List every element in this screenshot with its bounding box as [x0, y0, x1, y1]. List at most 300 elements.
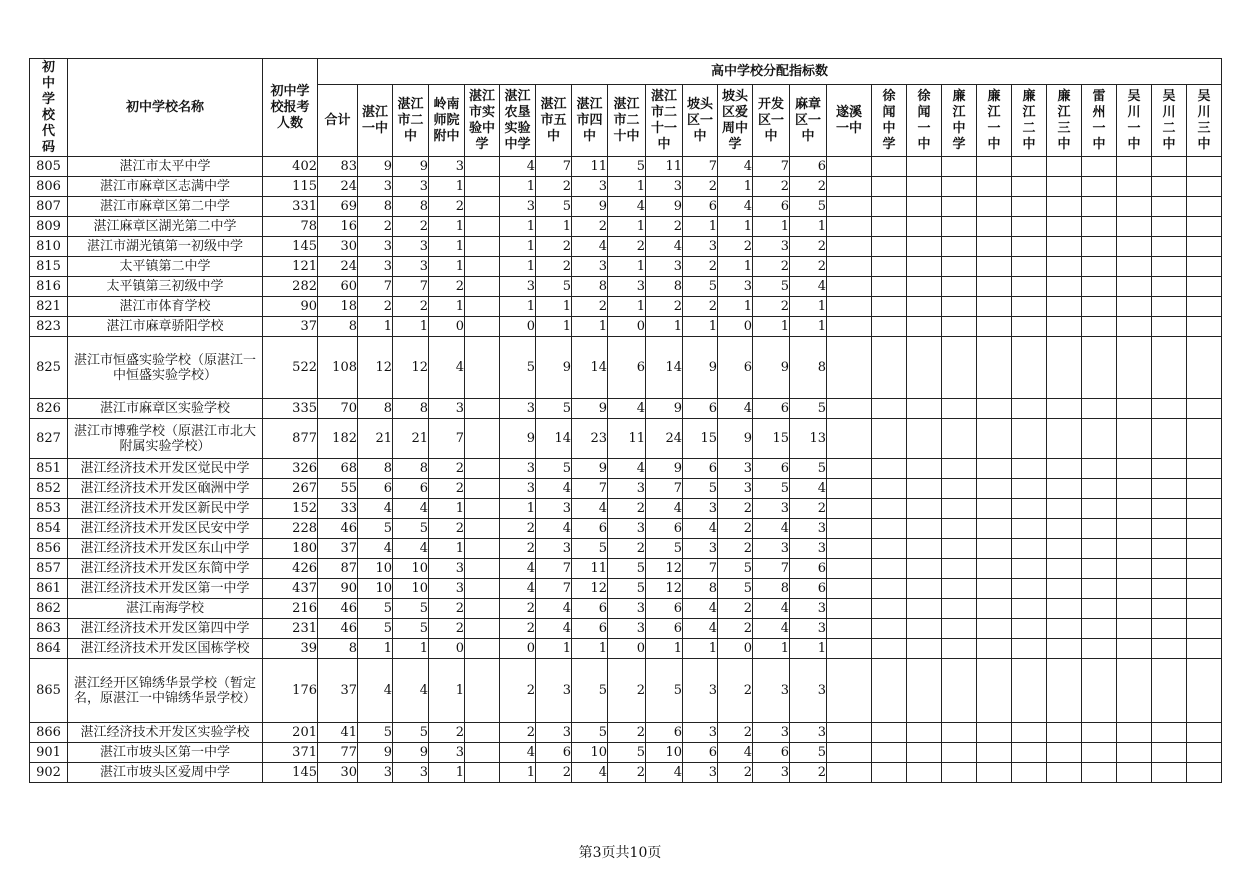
- allocation-cell: [1117, 297, 1152, 317]
- allocation-cell: 1: [500, 257, 536, 277]
- allocation-cell: [942, 763, 977, 783]
- allocation-cell: [1012, 479, 1047, 499]
- allocation-cell: [907, 177, 942, 197]
- allocation-cell: [1117, 217, 1152, 237]
- allocation-cell: [1117, 197, 1152, 217]
- allocation-cell: 2: [718, 763, 753, 783]
- allocation-cell: [827, 519, 872, 539]
- allocation-cell: [1082, 659, 1117, 723]
- allocation-cell: [1152, 763, 1187, 783]
- header-school-19: 廉江二中: [1012, 85, 1047, 157]
- allocation-cell: [942, 217, 977, 237]
- allocation-cell: [907, 217, 942, 237]
- allocation-cell: 2: [429, 723, 465, 743]
- allocation-cell: 2: [718, 539, 753, 559]
- allocation-cell: [907, 619, 942, 639]
- allocation-cell: [1012, 257, 1047, 277]
- allocation-cell: 4: [718, 743, 753, 763]
- allocation-cell: 3: [536, 659, 572, 723]
- school-name-cell: 湛江市麻章骄阳学校: [68, 317, 263, 337]
- allocation-cell: [977, 559, 1012, 579]
- allocation-cell: 16: [318, 217, 358, 237]
- school-name-cell: 湛江经济技术开发区东山中学: [68, 539, 263, 559]
- allocation-cell: 24: [318, 257, 358, 277]
- allocation-cell: [465, 723, 500, 743]
- allocation-cell: [1047, 763, 1082, 783]
- school-name-cell: 湛江市湖光镇第一初级中学: [68, 237, 263, 257]
- allocation-cell: 2: [753, 257, 790, 277]
- allocation-cell: 87: [318, 559, 358, 579]
- allocation-cell: [1117, 177, 1152, 197]
- allocation-cell: [1047, 579, 1082, 599]
- header-school-10: 坡头区一中: [683, 85, 718, 157]
- allocation-cell: [1152, 639, 1187, 659]
- allocation-cell: 12: [646, 559, 683, 579]
- allocation-cell: 18: [318, 297, 358, 317]
- allocation-cell: [1187, 177, 1222, 197]
- allocation-cell: 10: [572, 743, 608, 763]
- allocation-cell: 4: [572, 237, 608, 257]
- allocation-cell: 6: [572, 619, 608, 639]
- allocation-cell: [977, 197, 1012, 217]
- allocation-cell: 1: [393, 317, 429, 337]
- allocation-cell: 3: [608, 277, 646, 297]
- allocation-cell: 5: [683, 479, 718, 499]
- allocation-cell: [465, 459, 500, 479]
- allocation-cell: [1082, 317, 1117, 337]
- allocation-cell: [1047, 599, 1082, 619]
- table-row: [30, 499, 1222, 519]
- allocation-cell: 3: [429, 399, 465, 419]
- allocation-cell: [1012, 723, 1047, 743]
- allocation-cell: [977, 743, 1012, 763]
- allocation-cell: [942, 499, 977, 519]
- allocation-cell: 4: [358, 659, 393, 723]
- school-code-cell: 816: [30, 277, 68, 297]
- allocation-cell: [465, 743, 500, 763]
- allocation-cell: 5: [393, 599, 429, 619]
- table-row: [30, 539, 1222, 559]
- allocation-cell: 3: [753, 539, 790, 559]
- allocation-cell: 1: [536, 639, 572, 659]
- allocation-cell: [872, 519, 907, 539]
- school-code-cell: 851: [30, 459, 68, 479]
- allocation-cell: 6: [683, 743, 718, 763]
- applicants-cell: 331: [263, 197, 318, 217]
- allocation-cell: [1152, 579, 1187, 599]
- allocation-cell: [1152, 479, 1187, 499]
- allocation-cell: 0: [608, 639, 646, 659]
- allocation-cell: 8: [318, 639, 358, 659]
- allocation-cell: [1187, 519, 1222, 539]
- allocation-cell: 24: [646, 419, 683, 459]
- school-name-cell: 太平镇第二中学: [68, 257, 263, 277]
- allocation-cell: 4: [646, 499, 683, 519]
- allocation-cell: [1152, 519, 1187, 539]
- allocation-cell: 15: [753, 419, 790, 459]
- allocation-cell: 5: [358, 599, 393, 619]
- allocation-cell: [1012, 197, 1047, 217]
- allocation-cell: [872, 599, 907, 619]
- allocation-cell: 2: [753, 177, 790, 197]
- applicants-cell: 176: [263, 659, 318, 723]
- allocation-cell: 8: [683, 579, 718, 599]
- table-row: [30, 619, 1222, 639]
- allocation-cell: [827, 559, 872, 579]
- allocation-cell: 6: [753, 197, 790, 217]
- allocation-cell: 5: [536, 459, 572, 479]
- allocation-cell: 1: [753, 317, 790, 337]
- allocation-cell: [942, 659, 977, 723]
- allocation-cell: 4: [536, 599, 572, 619]
- header-school-4: 湛江市实验中学: [465, 85, 500, 157]
- table-row: [30, 723, 1222, 743]
- allocation-cell: 8: [358, 197, 393, 217]
- allocation-cell: 9: [500, 419, 536, 459]
- allocation-cell: 3: [683, 539, 718, 559]
- table-row: [30, 519, 1222, 539]
- header-school-24: 吴川三中: [1187, 85, 1222, 157]
- allocation-cell: [1047, 217, 1082, 237]
- header-school-1: 湛江一中: [358, 85, 393, 157]
- school-code-cell: 861: [30, 579, 68, 599]
- allocation-cell: [1047, 723, 1082, 743]
- allocation-cell: 1: [536, 297, 572, 317]
- school-name-cell: 湛江经济技术开发区硇洲中学: [68, 479, 263, 499]
- allocation-cell: 6: [572, 599, 608, 619]
- allocation-cell: 2: [429, 277, 465, 297]
- allocation-cell: [1082, 539, 1117, 559]
- allocation-cell: 1: [790, 317, 827, 337]
- allocation-cell: 6: [683, 459, 718, 479]
- allocation-cell: 4: [358, 499, 393, 519]
- allocation-cell: 5: [572, 539, 608, 559]
- allocation-cell: 15: [683, 419, 718, 459]
- allocation-cell: [1012, 743, 1047, 763]
- header-school-23: 吴川二中: [1152, 85, 1187, 157]
- allocation-cell: 4: [718, 157, 753, 177]
- allocation-cell: [1187, 257, 1222, 277]
- allocation-cell: [1152, 177, 1187, 197]
- applicants-cell: 180: [263, 539, 318, 559]
- school-code-cell: 866: [30, 723, 68, 743]
- allocation-cell: [1117, 763, 1152, 783]
- allocation-cell: [1187, 499, 1222, 519]
- allocation-cell: [942, 479, 977, 499]
- allocation-cell: [1012, 763, 1047, 783]
- allocation-cell: [872, 619, 907, 639]
- allocation-cell: [827, 639, 872, 659]
- allocation-cell: [1082, 459, 1117, 479]
- allocation-cell: 3: [608, 599, 646, 619]
- school-name-cell: 湛江市博雅学校（原湛江市北大附属实验学校）: [68, 419, 263, 459]
- allocation-cell: [977, 399, 1012, 419]
- allocation-cell: 1: [683, 317, 718, 337]
- allocation-cell: [1082, 399, 1117, 419]
- allocation-cell: [1047, 177, 1082, 197]
- allocation-cell: [1082, 723, 1117, 743]
- allocation-cell: [977, 599, 1012, 619]
- allocation-cell: 3: [500, 459, 536, 479]
- allocation-cell: [1117, 619, 1152, 639]
- header-school-2: 湛江市二中: [393, 85, 429, 157]
- table-row: [30, 257, 1222, 277]
- allocation-cell: [465, 217, 500, 237]
- applicants-cell: 145: [263, 237, 318, 257]
- allocation-cell: 3: [393, 257, 429, 277]
- allocation-cell: [1082, 177, 1117, 197]
- allocation-cell: 4: [500, 579, 536, 599]
- allocation-cell: 2: [646, 217, 683, 237]
- allocation-cell: [1117, 559, 1152, 579]
- allocation-cell: 1: [790, 297, 827, 317]
- allocation-cell: 3: [429, 743, 465, 763]
- allocation-cell: [872, 157, 907, 177]
- school-code-cell: 826: [30, 399, 68, 419]
- allocation-cell: 7: [683, 157, 718, 177]
- allocation-cell: 5: [753, 277, 790, 297]
- allocation-cell: [907, 723, 942, 743]
- school-code-cell: 825: [30, 337, 68, 399]
- allocation-cell: 2: [500, 659, 536, 723]
- allocation-cell: 68: [318, 459, 358, 479]
- applicants-cell: 90: [263, 297, 318, 317]
- allocation-cell: 8: [393, 197, 429, 217]
- allocation-cell: [1187, 277, 1222, 297]
- school-code-cell: 809: [30, 217, 68, 237]
- allocation-cell: [1012, 317, 1047, 337]
- allocation-cell: 2: [608, 723, 646, 743]
- allocation-cell: 5: [608, 743, 646, 763]
- allocation-cell: 8: [318, 317, 358, 337]
- allocation-cell: [942, 723, 977, 743]
- allocation-cell: 3: [790, 519, 827, 539]
- allocation-cell: [1187, 619, 1222, 639]
- allocation-cell: [1187, 539, 1222, 559]
- allocation-cell: [1187, 317, 1222, 337]
- allocation-cell: [1187, 723, 1222, 743]
- allocation-cell: 1: [429, 659, 465, 723]
- allocation-cell: [1152, 399, 1187, 419]
- allocation-cell: [1152, 559, 1187, 579]
- allocation-cell: 10: [393, 579, 429, 599]
- allocation-cell: [907, 277, 942, 297]
- applicants-cell: 335: [263, 399, 318, 419]
- allocation-cell: 1: [358, 317, 393, 337]
- allocation-cell: 6: [683, 197, 718, 217]
- allocation-cell: [1187, 217, 1222, 237]
- school-name-cell: 湛江经济技术开发区实验学校: [68, 723, 263, 743]
- allocation-cell: 14: [646, 337, 683, 399]
- allocation-cell: 5: [608, 579, 646, 599]
- allocation-cell: 11: [572, 559, 608, 579]
- allocation-cell: 3: [790, 539, 827, 559]
- allocation-cell: 5: [393, 723, 429, 743]
- allocation-cell: 3: [429, 157, 465, 177]
- allocation-cell: [465, 763, 500, 783]
- allocation-cell: 4: [646, 237, 683, 257]
- allocation-cell: [1047, 479, 1082, 499]
- allocation-cell: [1187, 659, 1222, 723]
- allocation-cell: [872, 337, 907, 399]
- allocation-cell: 6: [358, 479, 393, 499]
- allocation-cell: [872, 257, 907, 277]
- allocation-cell: [942, 177, 977, 197]
- allocation-cell: 4: [500, 157, 536, 177]
- allocation-cell: [1187, 419, 1222, 459]
- allocation-cell: 4: [753, 619, 790, 639]
- allocation-cell: 2: [718, 659, 753, 723]
- allocation-cell: 6: [753, 743, 790, 763]
- allocation-cell: [1117, 337, 1152, 399]
- allocation-cell: [942, 599, 977, 619]
- allocation-cell: 9: [646, 459, 683, 479]
- school-code-cell: 807: [30, 197, 68, 217]
- header-school-15: 徐闻中学: [872, 85, 907, 157]
- allocation-cell: [465, 197, 500, 217]
- allocation-cell: 7: [358, 277, 393, 297]
- allocation-cell: 5: [536, 277, 572, 297]
- allocation-cell: 2: [500, 599, 536, 619]
- allocation-cell: 3: [683, 499, 718, 519]
- allocation-cell: 2: [500, 539, 536, 559]
- allocation-cell: [907, 317, 942, 337]
- allocation-cell: 3: [429, 579, 465, 599]
- allocation-cell: 4: [608, 197, 646, 217]
- table-row: [30, 237, 1222, 257]
- table-row: [30, 479, 1222, 499]
- allocation-cell: 14: [536, 419, 572, 459]
- allocation-cell: [1152, 157, 1187, 177]
- allocation-cell: [872, 743, 907, 763]
- table-row: [30, 399, 1222, 419]
- allocation-cell: 108: [318, 337, 358, 399]
- allocation-cell: [1082, 197, 1117, 217]
- allocation-cell: [907, 479, 942, 499]
- allocation-cell: 7: [536, 157, 572, 177]
- allocation-cell: [1047, 539, 1082, 559]
- allocation-cell: 10: [358, 579, 393, 599]
- allocation-cell: 2: [429, 479, 465, 499]
- allocation-cell: [872, 197, 907, 217]
- allocation-cell: 4: [718, 197, 753, 217]
- allocation-cell: [465, 317, 500, 337]
- allocation-cell: 23: [572, 419, 608, 459]
- allocation-cell: 3: [718, 277, 753, 297]
- allocation-cell: [942, 579, 977, 599]
- table-row: [30, 743, 1222, 763]
- allocation-cell: 6: [790, 579, 827, 599]
- allocation-cell: 4: [683, 619, 718, 639]
- allocation-cell: [872, 277, 907, 297]
- allocation-cell: 2: [393, 297, 429, 317]
- allocation-cell: 46: [318, 599, 358, 619]
- allocation-cell: 4: [536, 479, 572, 499]
- allocation-cell: 2: [572, 217, 608, 237]
- allocation-cell: 8: [358, 459, 393, 479]
- allocation-cell: 8: [753, 579, 790, 599]
- table-row: [30, 419, 1222, 459]
- allocation-cell: [872, 237, 907, 257]
- allocation-cell: 1: [429, 499, 465, 519]
- allocation-cell: 4: [790, 479, 827, 499]
- allocation-cell: [1012, 539, 1047, 559]
- allocation-cell: 2: [718, 499, 753, 519]
- allocation-cell: [942, 419, 977, 459]
- school-name-cell: 湛江经济技术开发区新民中学: [68, 499, 263, 519]
- allocation-cell: 5: [718, 559, 753, 579]
- allocation-cell: 3: [790, 659, 827, 723]
- allocation-cell: [1117, 659, 1152, 723]
- allocation-cell: [907, 237, 942, 257]
- allocation-cell: [1152, 317, 1187, 337]
- allocation-cell: [827, 257, 872, 277]
- allocation-cell: [942, 539, 977, 559]
- applicants-cell: 231: [263, 619, 318, 639]
- header-school-3: 岭南师院附中: [429, 85, 465, 157]
- allocation-cell: 1: [608, 177, 646, 197]
- allocation-cell: 1: [683, 639, 718, 659]
- allocation-cell: 2: [572, 297, 608, 317]
- allocation-cell: 9: [393, 743, 429, 763]
- header-school-16: 徐闻一中: [907, 85, 942, 157]
- allocation-cell: 2: [536, 763, 572, 783]
- allocation-cell: 4: [572, 763, 608, 783]
- allocation-cell: [1117, 157, 1152, 177]
- allocation-cell: [907, 659, 942, 723]
- allocation-cell: [1117, 519, 1152, 539]
- allocation-cell: 4: [429, 337, 465, 399]
- allocation-cell: [1047, 499, 1082, 519]
- allocation-cell: 5: [790, 743, 827, 763]
- allocation-cell: 2: [393, 217, 429, 237]
- allocation-cell: 4: [500, 743, 536, 763]
- allocation-cell: [1117, 419, 1152, 459]
- allocation-cell: 3: [683, 763, 718, 783]
- allocation-cell: [907, 197, 942, 217]
- allocation-cell: [872, 499, 907, 519]
- school-name-cell: 湛江市麻章区第二中学: [68, 197, 263, 217]
- allocation-cell: 2: [718, 519, 753, 539]
- allocation-cell: 1: [393, 639, 429, 659]
- allocation-cell: [465, 157, 500, 177]
- header-school-21: 雷州一中: [1082, 85, 1117, 157]
- allocation-cell: [1012, 499, 1047, 519]
- allocation-cell: 2: [608, 659, 646, 723]
- applicants-cell: 371: [263, 743, 318, 763]
- allocation-cell: [465, 237, 500, 257]
- allocation-cell: 8: [790, 337, 827, 399]
- school-code-cell: 863: [30, 619, 68, 639]
- allocation-cell: 9: [536, 337, 572, 399]
- allocation-cell: [465, 619, 500, 639]
- allocation-cell: 21: [393, 419, 429, 459]
- allocation-cell: [1152, 277, 1187, 297]
- allocation-cell: 1: [753, 217, 790, 237]
- allocation-cell: 1: [429, 177, 465, 197]
- allocation-cell: 3: [358, 257, 393, 277]
- allocation-cell: 3: [536, 539, 572, 559]
- table-body: [30, 157, 1222, 783]
- allocation-cell: 6: [683, 399, 718, 419]
- allocation-cell: [907, 257, 942, 277]
- allocation-cell: 5: [572, 659, 608, 723]
- school-name-cell: 湛江经开区锦绣华景学校（暂定名，原湛江一中锦绣华景学校）: [68, 659, 263, 723]
- allocation-cell: [1082, 519, 1117, 539]
- school-code-cell: 856: [30, 539, 68, 559]
- applicants-cell: 78: [263, 217, 318, 237]
- allocation-cell: [942, 317, 977, 337]
